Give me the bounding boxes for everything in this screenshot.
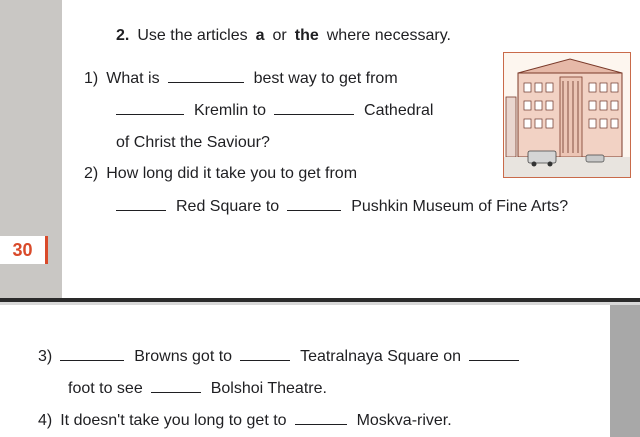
- question-text: Moskva-river.: [356, 412, 452, 429]
- answer-blank[interactable]: [240, 346, 290, 361]
- question-2-line-1: [84, 164, 365, 184]
- article-a: a: [255, 27, 265, 44]
- question-text: Pushkin Museum of Fine Arts?: [351, 198, 569, 215]
- question-3-line-2: [68, 378, 335, 399]
- question-text: foot to see: [68, 380, 143, 397]
- question-number: 2): [84, 165, 99, 182]
- question-text: Kremlin to: [194, 102, 267, 119]
- question-text: Bolshoi Theatre.: [210, 380, 327, 397]
- answer-blank[interactable]: [116, 100, 184, 115]
- question-1-line-2: [116, 100, 441, 121]
- instruction-text-end: where necessary.: [326, 27, 451, 44]
- question-1-line-1: [84, 68, 406, 89]
- building-icon: [504, 53, 630, 177]
- article-the: the: [294, 27, 319, 44]
- question-text: Teatralnaya Square on: [300, 348, 462, 365]
- right-margin-strip: [610, 305, 640, 437]
- question-text: How long did it take you to get from: [106, 165, 358, 182]
- question-3-line-1: [38, 346, 529, 367]
- question-text: best way to get from: [253, 70, 398, 87]
- page-number: 30: [12, 239, 33, 260]
- answer-blank[interactable]: [274, 100, 354, 115]
- answer-blank[interactable]: [168, 68, 244, 83]
- answer-blank[interactable]: [469, 346, 519, 361]
- page-number-badge: [0, 236, 48, 264]
- instruction-text: Use the articles: [137, 27, 248, 44]
- question-text: of Christ the Saviour?: [116, 134, 270, 151]
- question-number: 3): [38, 348, 53, 365]
- answer-blank[interactable]: [116, 196, 166, 211]
- exercise-instruction: [116, 26, 459, 46]
- building-illustration: [503, 52, 631, 178]
- answer-blank[interactable]: [287, 196, 341, 211]
- answer-blank[interactable]: [151, 378, 201, 393]
- answer-blank[interactable]: [295, 410, 347, 425]
- question-text: Red Square to: [176, 198, 280, 215]
- question-text: It doesn't take you long to get to: [60, 412, 287, 429]
- question-1-line-3: [116, 133, 278, 153]
- instruction-or: or: [272, 27, 287, 44]
- question-number: 4): [38, 412, 53, 429]
- question-text: Browns got to: [134, 348, 233, 365]
- question-text: What is: [106, 70, 160, 87]
- question-text: Cathedral: [364, 102, 434, 119]
- question-2-line-2: [116, 196, 576, 217]
- question-number: 1): [84, 70, 99, 87]
- exercise-number: 2.: [116, 27, 130, 44]
- question-4-line-1: [38, 410, 460, 431]
- answer-blank[interactable]: [60, 346, 124, 361]
